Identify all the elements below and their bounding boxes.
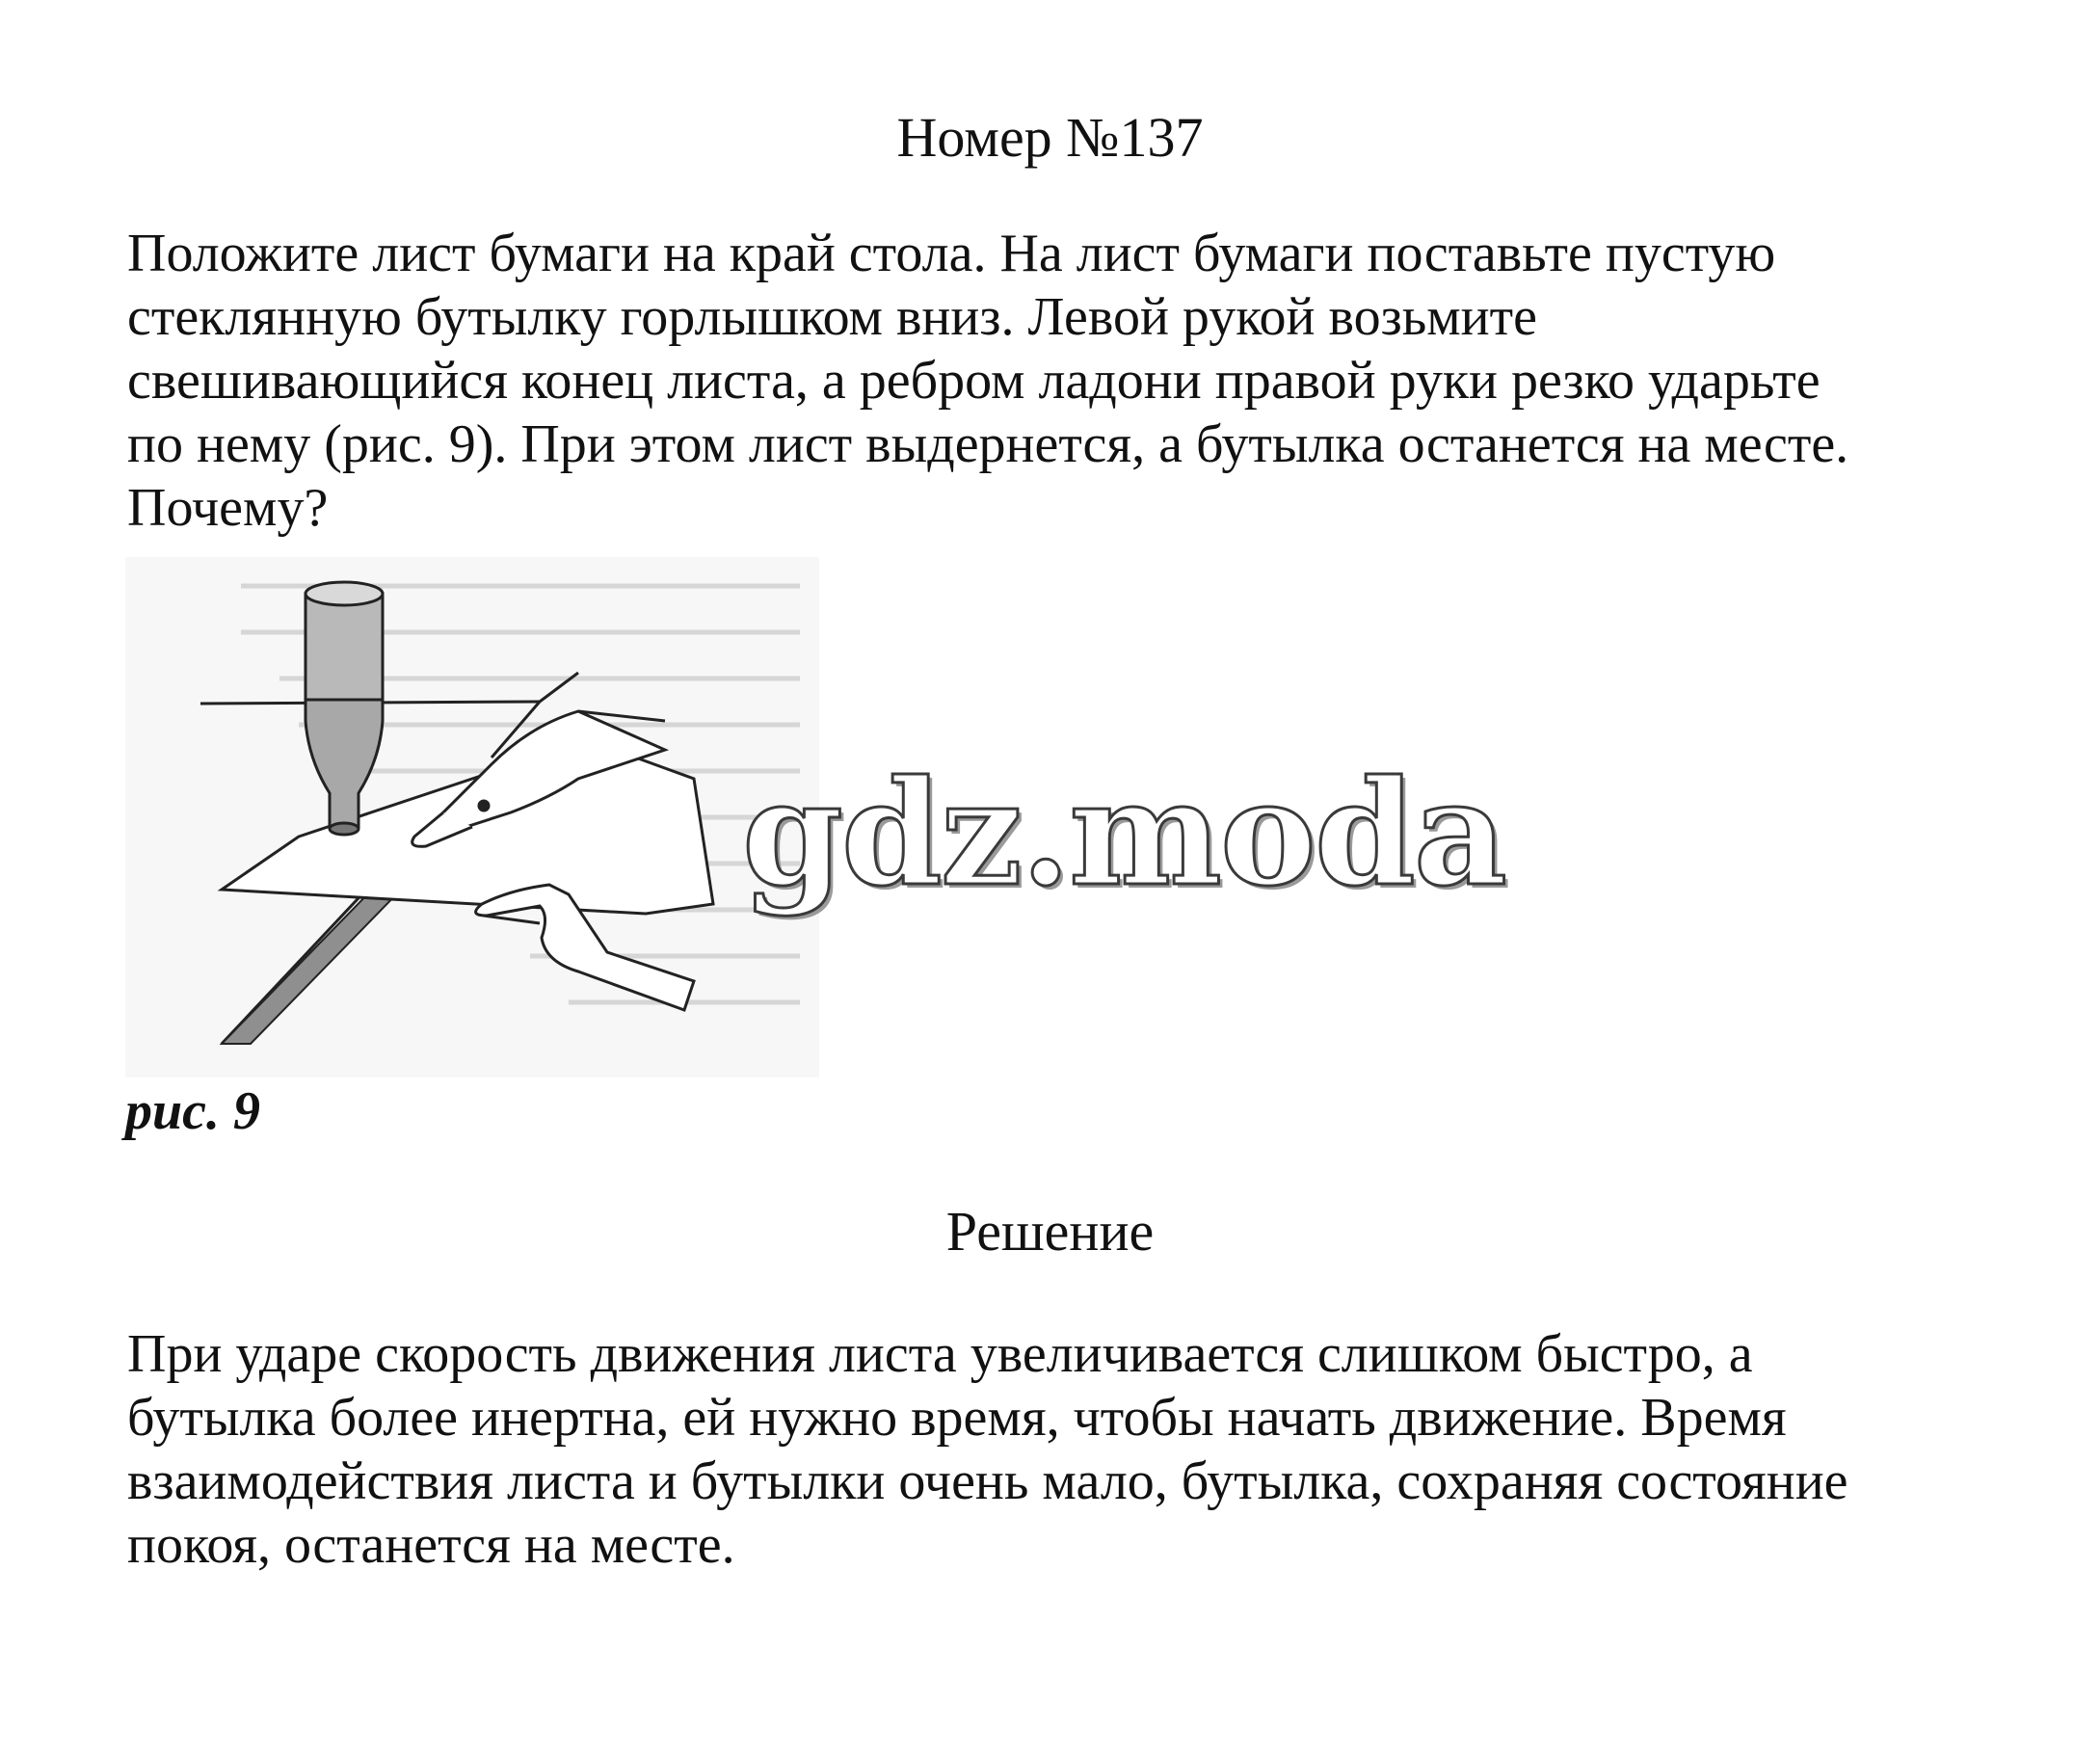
- solution-line: покоя, останется на месте.: [127, 1515, 735, 1575]
- solution-text: [127, 1322, 2016, 1577]
- solution-line: При ударе скорость движения листа увеличивается слишком быстро, а: [127, 1324, 1753, 1384]
- problem-line: по нему (рис. 9). При этом лист выдернется, а бутылка останется на месте.: [127, 414, 1849, 474]
- bottle-paper-table-illustration: [125, 557, 819, 1078]
- solution-heading: Решение: [945, 1200, 1155, 1263]
- solution-line: бутылка более инертна, ей нужно время, чтобы начать движение. Время: [127, 1388, 1787, 1448]
- problem-line: свешивающийся конец листа, а ребром ладони правой руки резко ударьте: [127, 351, 1821, 411]
- problem-line: стеклянную бутылку горлышком вниз. Левой рукой возьмите: [127, 287, 1537, 347]
- problem-line: Почему?: [127, 478, 329, 538]
- figure-caption: рис. 9: [125, 1081, 260, 1141]
- problem-number-title: Номер №137: [896, 106, 1204, 169]
- figure-illustration: [125, 557, 819, 1078]
- solution-line: взаимодействия листа и бутылки очень мало, бутылка, сохраняя состояние: [127, 1451, 1848, 1511]
- problem-text: [127, 222, 2016, 540]
- watermark-logo: gdz.moda: [742, 749, 1506, 918]
- problem-line: Положите лист бумаги на край стола. На лист бумаги поставьте пустую: [127, 224, 1776, 283]
